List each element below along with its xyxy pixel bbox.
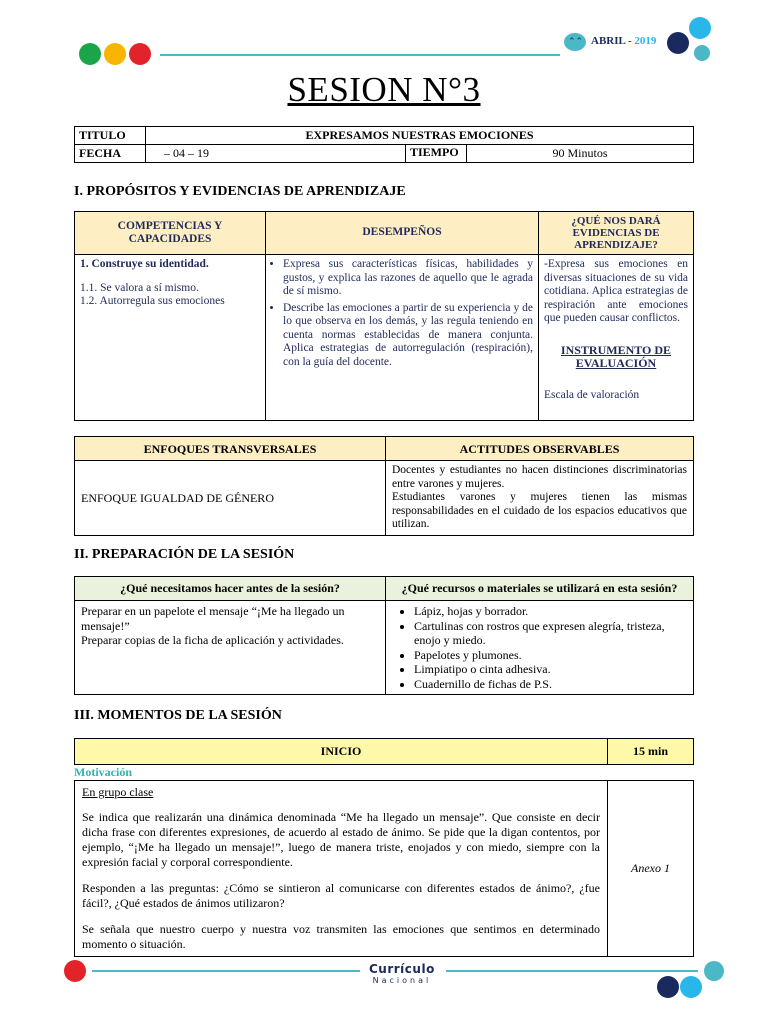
inicio-time: 15 min [608, 739, 694, 765]
recurso-item: • Papelotes y plumones. [414, 648, 687, 663]
yellow-dot [104, 43, 126, 65]
footer-cyan-dot [680, 976, 702, 998]
inicio-label: INICIO [75, 739, 608, 765]
instrumento-label: INSTRUMENTO DE EVALUACIÓN [560, 342, 672, 370]
actitudes-cell [386, 461, 694, 536]
motivacion-label: Motivación [74, 765, 132, 779]
evidencias-header: ¿QUÉ NOS DARÁ EVIDENCIAS DE APRENDIZAJE? [539, 212, 694, 255]
fecha-label: FECHA [75, 145, 146, 163]
date-label: ABRIL - 2019 [591, 35, 657, 47]
anexo-cell: Anexo 1 [608, 781, 694, 957]
actitudes-header: ACTITUDES OBSERVABLES [386, 437, 694, 461]
antes-header: ¿Qué necesitamos hacer antes de la sesión? [75, 577, 386, 601]
info-table [74, 126, 694, 163]
recursos-header: ¿Qué recursos o materiales se utilizará en esta sesión? [386, 577, 694, 601]
tiempo-label: TIEMPO [406, 145, 467, 163]
logo-line-1: Currículo [369, 962, 435, 976]
antes-cell [75, 601, 386, 695]
enfoques-table [74, 436, 694, 536]
competencias-header: COMPETENCIAS Y CAPACIDADES [75, 212, 266, 255]
curriculo-logo [369, 962, 435, 985]
recurso-item: • Cuadernillo de fichas de P.S. [414, 677, 687, 692]
prep-2: Preparar copias de la ficha de aplicación y actividades. [81, 633, 344, 647]
page-title: SESION N°3 [287, 70, 481, 109]
recurso-item: • Cartulinas con rostros que expresen alegría, tristeza, enojo y miedo. [414, 619, 687, 648]
instrumento: Escala de valoración [544, 388, 640, 401]
evidencias-cell [539, 255, 694, 421]
red-dot [129, 43, 151, 65]
logo-line-2: Nacional [372, 976, 432, 985]
enfoques-header: ENFOQUES TRANSVERSALES [75, 437, 386, 461]
recurso-item: • Lápiz, hojas y borrador. [414, 604, 687, 619]
competencia: 1. Construye su identidad. [80, 258, 209, 270]
footer-navy-dot [657, 976, 679, 998]
footer-line-left [92, 970, 360, 972]
preparacion-table [74, 576, 694, 695]
navy-dot [667, 32, 689, 54]
desempeno-2: • Describe las emociones a partir de su experiencia y de lo que observa en los demás, y las regula teniendo en cuenta normas establecidas de manera conjunta. Aplica estrategias de autorregulación (respiración), con la guía del docente. [283, 302, 533, 370]
recursos-cell [386, 601, 694, 695]
footer-red-dot [64, 960, 86, 982]
section-3-heading: III. MOMENTOS DE LA SESIÓN [74, 708, 282, 723]
fecha-value: – 04 – 19 [146, 145, 406, 163]
footer-teal-dot [704, 961, 724, 981]
desempenos-cell [266, 255, 539, 421]
proposito-table [74, 211, 694, 421]
capacidad-2: 1.2. Autorregula sus emociones [80, 295, 225, 307]
evidencia: -Expresa sus emociones en diversas situaciones de su vida cotidiana. Aplica estrategias de respiración ante emociones que pueden causar conflictos. [544, 258, 688, 324]
teal-dot [694, 45, 710, 61]
paragraph-3: Se señala que nuestro cuerpo y nuestra voz transmiten las emociones que sentimos en determinado momento o situación. [82, 922, 600, 951]
competencias-cell [75, 255, 266, 421]
face-glyph: ⌃⌃ [568, 36, 584, 46]
capacidad-1: 1.1. Se valora a sí mismo. [80, 281, 199, 294]
momentos-content [75, 781, 608, 957]
tiempo-value: 90 Minutos [467, 145, 694, 163]
titulo-label: TITULO [75, 127, 146, 145]
prep-1: Preparar en un papelote el mensaje “¡Me ha llegado un mensaje!” [81, 604, 345, 633]
grupo-clase: En grupo clase [82, 785, 154, 799]
cyan-dot [689, 17, 711, 39]
green-dot [79, 43, 101, 65]
desempeno-1: • Expresa sus características físicas, habilidades y gustos, y explica las razones de aquello que le agrada de sí mismo. [283, 258, 533, 299]
recurso-item: • Limpiatipo o cinta adhesiva. [414, 662, 687, 677]
section-2-heading: II. PREPARACIÓN DE LA SESIÓN [74, 547, 295, 562]
footer-line-right [446, 970, 698, 972]
enfoque-cell: ENFOQUE IGUALDAD DE GÉNERO [75, 461, 386, 536]
momentos-table [74, 780, 694, 957]
actitud-1: Docentes y estudiantes no hacen distinciones discriminatorias entre varones y mujeres. [392, 464, 687, 490]
desempenos-header: DESEMPEÑOS [266, 212, 539, 255]
paragraph-1: Se indica que realizarán una dinámica denominada “Me ha llegado un mensaje”. Que consiste en decir dicha frase con diferentes expresiones, de acuerdo al estado de ánimo. Se pide que la digan contentos, por ejemplo, “¡Me ha llegado un mensaje!”, luego de manera triste, enojados y con miedo, siempre con la expresión facial y corporal correspondiente. [82, 810, 600, 869]
actitud-2: Estudiantes varones y mujeres tienen las mismas responsabilidades en el cuidado de los espacios educativos que utilizan. [392, 491, 687, 530]
inicio-table [74, 738, 694, 765]
section-1-heading: I. PROPÓSITOS Y EVIDENCIAS DE APRENDIZAJE [74, 184, 406, 199]
titulo-value: EXPRESAMOS NUESTRAS EMOCIONES [146, 127, 694, 145]
header-line [160, 54, 560, 56]
paragraph-2: Responden a las preguntas: ¿Cómo se sintieron al comunicarse con diferentes estados de ánimo?, ¿fue fácil?, ¿Qué estados de ánimos utilizaron? [82, 881, 600, 910]
